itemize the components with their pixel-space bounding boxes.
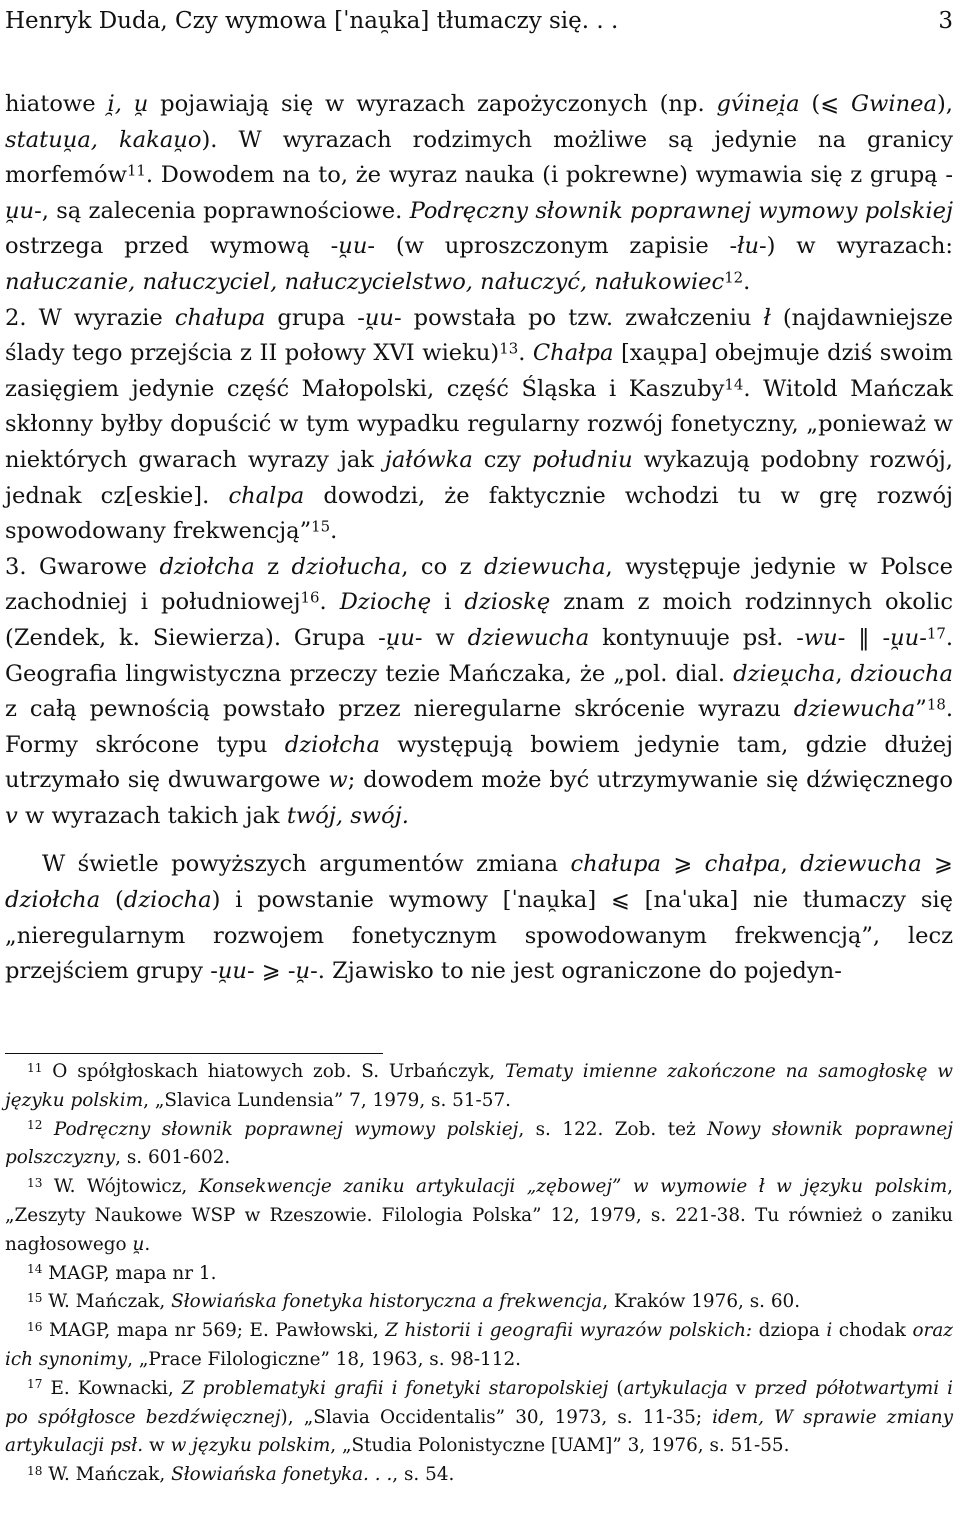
italic-text: u̯ <box>295 958 311 985</box>
text-run: , występuje jedynie w Polsce zachodniej i południowej <box>5 553 953 616</box>
text-run: występują bowiem jedynie tam, gdzie dłużej utrzymało się dwuwargowe <box>5 731 953 794</box>
italic-text: Z historii i geografii wyrazów polskich: <box>385 1320 753 1342</box>
text-run: E. Kownacki, <box>50 1377 182 1399</box>
italic-text: i <box>826 1320 833 1342</box>
text-run: , <box>835 660 851 687</box>
text-run: -. Zjawisko to nie jest ograniczone do pojedyn- <box>310 958 842 985</box>
text-run: - powstała po tzw. zwałczeniu <box>393 304 764 331</box>
text-run: . <box>743 268 751 295</box>
text-run: - <box>919 624 927 651</box>
italic-text: chałupa <box>174 304 266 331</box>
italic-text: dziewucha <box>467 624 590 651</box>
text-run: ). W wyrazach rodzimych możliwe są jedynie na granicy morfemów <box>5 126 953 189</box>
text-run: hiatowe <box>5 91 108 117</box>
footnote-11 <box>5 1058 953 1116</box>
text-run: dziopa <box>752 1320 827 1342</box>
text-run: kontynuuje psł. - <box>589 624 804 651</box>
text-run: z <box>254 553 292 580</box>
text-run: ) i powstanie wymowy [ˈnau̯ka] ⩽ [naˈuka] nie tłumaczy się „nieregularnym rozwojem fonetycznym spowodowanym frekwencją”, lecz przejściem grupy - <box>5 887 954 985</box>
text-run: W. Mańczak, <box>48 1464 172 1486</box>
italic-text: dziewucha <box>800 851 922 878</box>
italic-text: oraz ich synonimy <box>5 1320 953 1370</box>
italic-text: nałuczanie, nałuczyciel, nałuczycielstwo, nałuczyć, nałukowiec <box>5 268 725 295</box>
italic-text: Chałpa <box>532 340 614 367</box>
italic-text: chalpa <box>228 482 305 509</box>
footnote-12 <box>5 1116 953 1174</box>
text-run: [xau̯pa] obejmuje dziś swoim zasięgiem jedynie część Małopolski, część Śląska i Kaszuby <box>5 340 953 402</box>
text-run: (⩽ <box>799 91 851 117</box>
italic-text: u̯u <box>890 624 920 651</box>
italic-text: u̯u <box>364 304 394 331</box>
italic-text: południu <box>531 446 633 473</box>
text-run: , „Zeszyty Naukowe WSP w Rzeszowie. Filologia Polska” 12, 1979, s. 221-38. Tu również o zaniku nagłosowego <box>5 1176 953 1255</box>
italic-text: u̯u <box>385 624 415 651</box>
italic-text: chałupa <box>570 851 661 878</box>
footnote-ref: 17 <box>926 624 946 643</box>
text-run: grupa - <box>265 304 365 331</box>
paragraph-conclusion <box>5 847 953 989</box>
text-run: O spółgłoskach hiatowych zob. S. Urbańczyk, <box>52 1061 505 1082</box>
italic-text: statuu̯a, kakau̯o <box>5 126 202 153</box>
text-run: , s. 601-602. <box>115 1147 231 1169</box>
main-text <box>5 87 953 990</box>
italic-text: przed półotwartymi i po spółgłosce bezdźwięcznej <box>5 1377 953 1428</box>
italic-text: u̯ <box>132 1233 145 1255</box>
text-run: z całą pewnością powstało przez nieregularne skrócenie wyrazu <box>5 696 794 723</box>
text-run: , s. 54. <box>392 1464 455 1486</box>
footnote-number: 14 <box>27 1262 43 1277</box>
text-run: - w <box>414 624 468 651</box>
italic-text: u̯u <box>5 197 35 224</box>
italic-text: dzioskę <box>464 589 551 616</box>
italic-text: Słowiańska fonetyka historyczna a frekwencja <box>171 1291 603 1313</box>
footnote-16 <box>5 1317 953 1375</box>
italic-text: chałpa <box>704 851 781 878</box>
text-run: , „Studia Polonistyczne [UAM]” 3, 1976, s. 51-55. <box>330 1435 790 1457</box>
footnote-number: 15 <box>27 1290 43 1305</box>
text-run: W. Mańczak, <box>48 1291 172 1313</box>
text-run: ( <box>608 1377 624 1399</box>
text-run: ostrzega przed wymową - <box>5 233 339 260</box>
italic-text: gv́inei̯a <box>716 91 800 117</box>
text-run: , „Prace Filologiczne” 18, 1963, s. 98-112. <box>127 1348 521 1370</box>
text-run: MAGP, mapa nr 569; E. Pawłowski, <box>48 1320 386 1342</box>
text-run: ⩾ <box>661 851 705 878</box>
paragraph-hiatus <box>5 87 953 301</box>
italic-text: Podręczny słownik poprawnej wymowy polskiej <box>409 197 953 224</box>
text-run: ⩾ <box>921 851 953 878</box>
italic-text: dziołcha <box>284 731 380 758</box>
italic-text: u̯u <box>338 233 368 260</box>
footnote-ref: 15 <box>311 517 331 536</box>
italic-text: Tematy imienne zakończone na samogłoskę w języku polskim <box>5 1061 953 1111</box>
text-run: ” <box>915 696 927 723</box>
italic-text: idem, W sprawie zmiany artykulacji psł. <box>5 1406 953 1457</box>
text-run: ; dowodem może być utrzymywanie się dźwięcznego <box>347 767 953 794</box>
footnote-number: 16 <box>27 1319 43 1334</box>
footnote-ref: 13 <box>499 339 519 358</box>
italic-text: Konsekwencje zaniku artykulacji „zębowej” w wymowie ł w języku polskim <box>198 1176 948 1198</box>
paragraph-section-2 <box>5 301 953 550</box>
running-header <box>5 4 953 38</box>
text-run: , co z <box>401 553 485 580</box>
text-run: wykazują podobny rozwój, jednak cz[eskie]. <box>5 446 953 509</box>
footnote-number: 13 <box>27 1175 43 1190</box>
italic-text: twój, swój. <box>286 802 409 829</box>
footnote-ref: 12 <box>724 268 744 287</box>
italic-text: wu <box>803 624 838 651</box>
text-run: czy <box>472 446 532 473</box>
italic-text: łu <box>737 233 760 260</box>
text-run: (najdawniejsze ślady tego przejścia z II połowy XVI wieku) <box>5 304 953 367</box>
text-run: chodak <box>832 1320 913 1342</box>
text-run: , s. 122. Zob. też <box>518 1118 708 1140</box>
italic-text: u̯u <box>217 958 247 985</box>
footnote-number: 12 <box>27 1118 43 1133</box>
footnote-ref: 14 <box>724 375 744 394</box>
italic-text: w języku polskim <box>170 1435 331 1457</box>
text-run: v <box>727 1377 755 1399</box>
text-run: ( <box>100 887 124 914</box>
text-run: -, są zalecenia poprawnościowe. <box>34 197 410 224</box>
italic-text: dziołcha <box>5 887 101 914</box>
text-run: . Dowodem na to, że wyraz nauka (i pokrewne) wymawia się z grupą - <box>145 162 953 189</box>
italic-text: dzieu̯cha <box>733 660 836 687</box>
text-run: znam z moich rodzinnych okolic (Zendek, k. Siewierza). Grupa - <box>5 589 953 651</box>
footnote-15 <box>5 1288 953 1317</box>
text-run: . <box>144 1233 151 1255</box>
footnote-rule <box>5 1053 383 1054</box>
text-run: W. Wójtowicz, <box>53 1176 199 1198</box>
italic-text: artykulacja <box>623 1377 728 1399</box>
italic-text: Dziochę <box>339 589 432 616</box>
italic-text: Gwinea <box>850 91 937 117</box>
italic-text: jałówka <box>384 446 473 473</box>
italic-text: v <box>5 802 18 829</box>
text-run: MAGP, mapa nr 1. <box>48 1262 217 1284</box>
text-run: . Witold Mańczak skłonny byłby dopuścić w tym wypadku regularny rozwój fonetyczny, „ponieważ w niektórych gwarach wyrazy jak <box>5 375 954 473</box>
footnote-13 <box>5 1173 953 1259</box>
italic-text: Z problematyki grafii i fonetyki staropolskiej <box>181 1377 609 1399</box>
text-run: dowodzi, że faktycznie wchodzi tu w grę rozwój spowodowany frekwencją” <box>5 482 954 545</box>
italic-text: i̯, u̯ <box>107 91 149 117</box>
text-run: - ⩾ - <box>246 958 296 985</box>
text-run: ), „Slavia Occidentalis” 30, 1973, s. 11-35; <box>280 1406 713 1428</box>
italic-text: dziołcha <box>159 553 255 580</box>
text-run: . <box>518 340 533 367</box>
footnotes <box>5 1058 953 1490</box>
text-run: pojawiają się w wyrazach zapożyczonych (np. <box>148 91 717 117</box>
italic-text: Nowy słownik poprawnej polszczyzny <box>5 1118 953 1169</box>
text-run: - (w uproszczonym zapisie - <box>367 233 738 260</box>
text-run: . Geografia lingwistyczna przeczy tezie Mańczaka, że „pol. dial. <box>5 624 953 687</box>
text-run: . <box>330 518 338 545</box>
page-number: 3 <box>938 8 953 34</box>
running-title: Henryk Duda, Czy wymowa [ˈnau̯ka] tłumaczy się. . . <box>5 8 619 34</box>
text-run: ), <box>936 91 953 117</box>
footnote-number: 11 <box>27 1060 43 1075</box>
text-run: . <box>319 589 340 616</box>
italic-text: ł <box>763 304 771 331</box>
text-run: w wyrazach takich jak <box>17 802 287 829</box>
text-run: w <box>143 1435 171 1457</box>
footnote-ref: 16 <box>300 588 320 607</box>
text-run: , Kraków 1976, s. 60. <box>602 1291 801 1313</box>
italic-text: dzioucha <box>850 660 953 687</box>
footnote-17 <box>5 1375 953 1461</box>
italic-text: dziołucha <box>291 553 402 580</box>
text-run: , „Slavica Lundensia” 7, 1979, s. 51-57. <box>143 1089 511 1111</box>
footnote-ref: 18 <box>926 695 946 714</box>
paragraph-section-3 <box>5 550 953 835</box>
italic-text: Podręczny słownik poprawnej wymowy polskiej <box>53 1118 519 1140</box>
italic-text: w <box>328 767 348 794</box>
text-run: -) w wyrazach: <box>759 233 954 260</box>
footnote-number: 18 <box>27 1463 43 1478</box>
footnote-number: 17 <box>27 1377 43 1392</box>
text-run: . Formy skrócone typu <box>5 696 953 758</box>
footnote-ref: 11 <box>126 161 146 180</box>
text-run: - ‖ - <box>837 624 891 651</box>
text-run: i <box>431 589 465 616</box>
italic-text: Słowiańska fonetyka. . . <box>171 1464 393 1486</box>
italic-text: dziewucha <box>484 553 606 580</box>
footnote-14 <box>5 1260 953 1289</box>
italic-text: dziewucha <box>793 696 916 723</box>
text-run: W świetle powyższych argumentów zmiana <box>42 851 571 878</box>
text-run: 2. W wyrazie <box>5 304 175 331</box>
footnote-18 <box>5 1461 953 1490</box>
text-run: , <box>780 851 801 878</box>
text-run: 3. Gwarowe <box>5 553 160 580</box>
italic-text: dziocha <box>123 887 212 914</box>
